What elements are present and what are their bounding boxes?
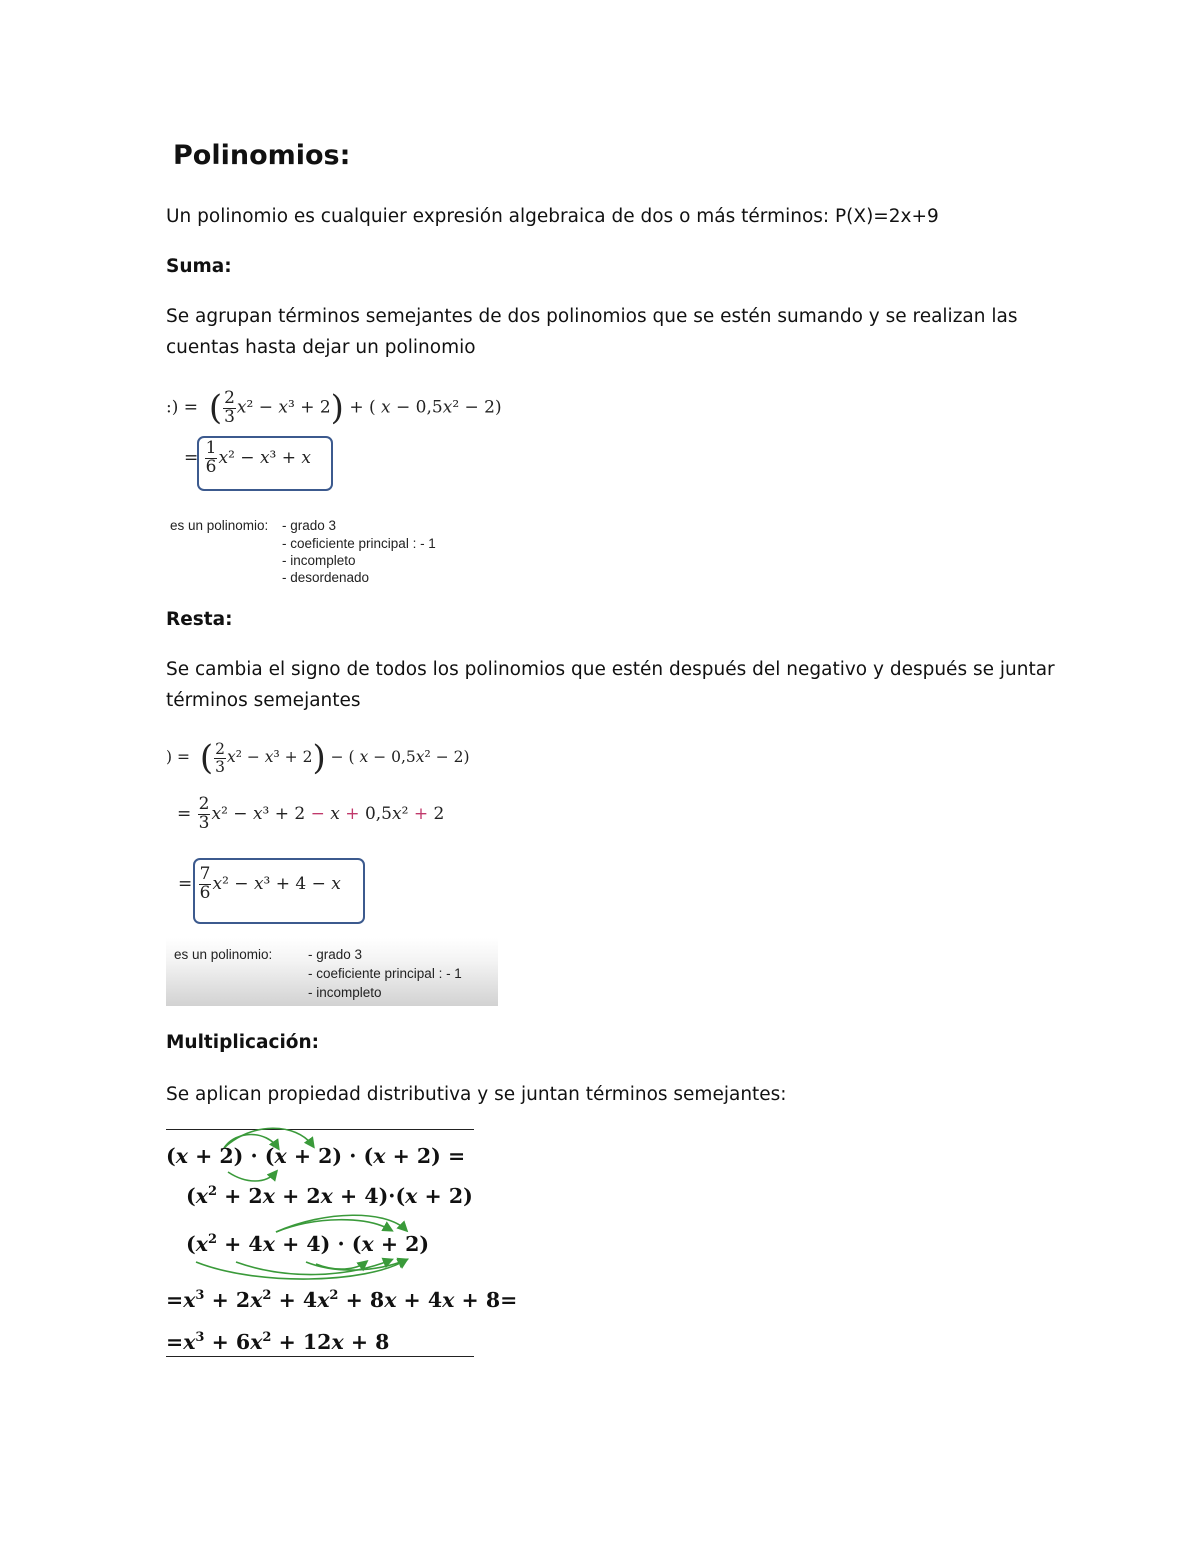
mult-step3: $(x^2 + 4x + 4) \cdot (x + 2)$ [186, 1232, 430, 1256]
resta-prop-item: - coeficiente principal : - 1 [308, 966, 462, 981]
mult-step1: (x + 2) · (x + 2) · (x + 2) = [166, 1144, 466, 1168]
resta-equation-line2: = $\frac{2}{3}$ x² − x³ + 2 − x + 0,5x² + 2 [177, 794, 445, 833]
suma-equation-result: = $\frac{1}{6}$ x² − x³ + x [184, 438, 312, 477]
arrow-curve [228, 1172, 276, 1181]
suma-text-line1: Se agrupan términos semejantes de dos polinomios que se estén sumando y se realizan las [166, 306, 1018, 327]
suma-text-line2: cuentas hasta dejar un polinomio [166, 337, 476, 358]
suma-prop-item: - coeficiente principal : - 1 [282, 536, 436, 551]
resta-equation-result: = $\frac{7}{6}$ x² − x³ + 4 − x [178, 864, 341, 903]
mult-step4: $=x^3 + 2x^2 + 4x^2 + 8x + 4x + 8=$ [166, 1288, 518, 1312]
figure-bottom-rule [166, 1356, 474, 1357]
resta-equation-line1: ) = ( $\frac{2}{3}$ x² − x³ + 2) − ( x − 0,5x² − 2) [166, 738, 470, 778]
mult-step2: $(x^2 + 2x + 2x + 4)\cdot(x + 2)$ [186, 1184, 473, 1208]
arrow-curve [276, 1215, 406, 1232]
suma-props-label: es un polinomio: [170, 518, 269, 533]
multiplicacion-heading: Multiplicación: [166, 1032, 320, 1053]
suma-prop-item: - grado 3 [282, 518, 337, 533]
suma-prop-item: - desordenado [282, 570, 370, 585]
resta-prop-item: - incompleto [308, 985, 382, 1000]
suma-prop-item: - incompleto [282, 553, 356, 568]
suma-equation-line1: :) = ( $\frac{2}{3}$ x² − x³ + 2) + ( x − 0,5x² − 2) [166, 387, 502, 428]
mult-step5: $=x^3 + 6x^2 + 12x + 8$ [166, 1330, 390, 1354]
suma-heading: Suma: [166, 256, 232, 277]
resta-prop-item: - grado 3 [308, 947, 363, 962]
arrow-curve [236, 1260, 391, 1275]
resta-props-label: es un polinomio: [174, 947, 273, 962]
resta-text-line2: términos semejantes [166, 690, 361, 711]
resta-heading: Resta: [166, 609, 233, 630]
page-title: Polinomios: [173, 140, 351, 171]
intro-paragraph: Un polinomio es cualquier expresión algebraica de dos o más términos: P(X)=2x+9 [166, 206, 939, 227]
resta-text-line1: Se cambia el signo de todos los polinomios que estén después del negativo y después se juntar [166, 659, 1055, 680]
arrow-curve [196, 1260, 406, 1279]
multiplicacion-text: Se aplican propiedad distributiva y se juntan términos semejantes: [166, 1084, 787, 1105]
